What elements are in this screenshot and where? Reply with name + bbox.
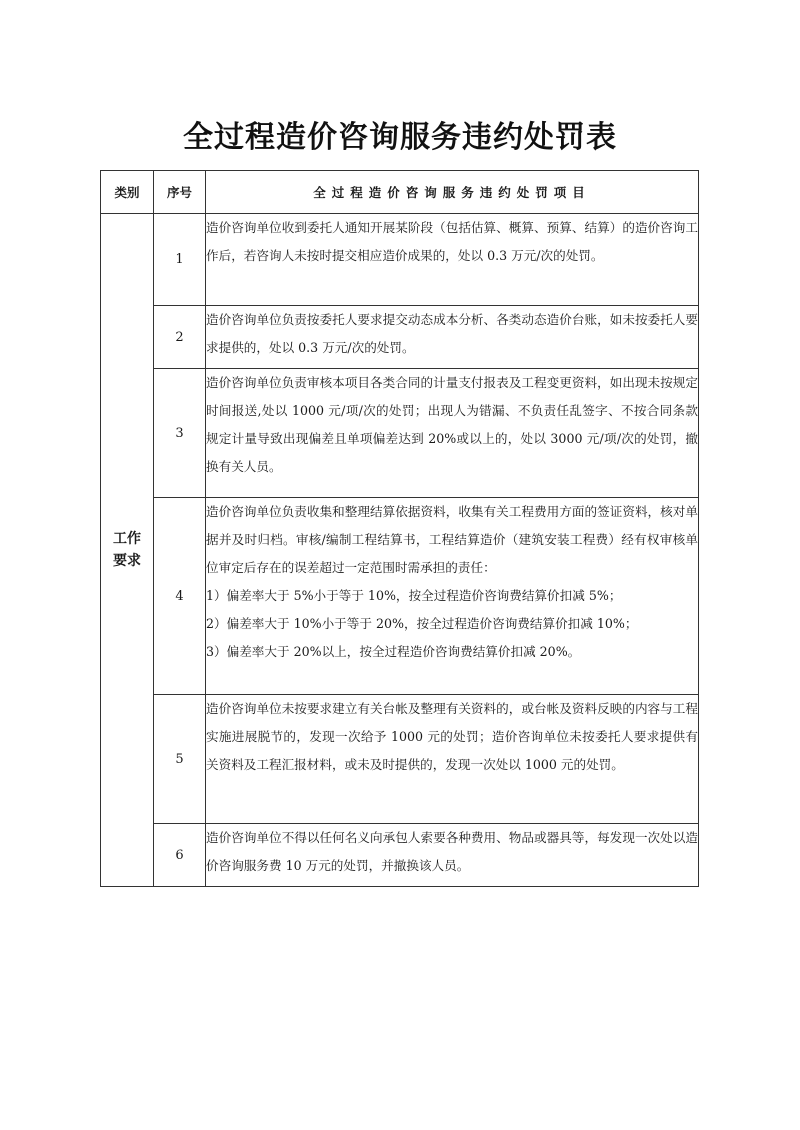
row-text: 造价咨询单位负责收集和整理结算依据资料，收集有关工程费用方面的签证资料，核对单据并及时归档。审核/编制工程结算书，工程结算造价（建筑安装工程费）经有权审核单位审定后存在的误差超过一定范围时需承担的责任： xyxy=(206,504,698,575)
table-row xyxy=(101,498,699,695)
table-row xyxy=(101,824,699,887)
header-items: 全过程造价咨询服务违约处罚项目 xyxy=(206,171,699,214)
category-cell xyxy=(101,214,154,887)
row-text-cell xyxy=(206,498,699,695)
row-text: 造价咨询单位负责按委托人要求提交动态成本分析、各类动态造价台账，如未按委托人要求提供的，处以 0.3 万元/次的处罚。 xyxy=(206,306,699,369)
row-number: 4 xyxy=(154,498,206,695)
row-text: 造价咨询单位不得以任何名义向承包人索要各种费用、物品或器具等，每发现一次处以造价咨询服务费 10 万元的处罚，并撤换该人员。 xyxy=(206,824,699,887)
row-number: 6 xyxy=(154,824,206,887)
row-text: 造价咨询单位未按要求建立有关台帐及整理有关资料的，或台帐及资料反映的内容与工程实施进展脱节的，发现一次给予 1000 元的处罚；造价咨询单位未按委托人要求提供有关资料及工程汇报材料，或未及时提供的，发现一次处以 1000 元的处罚。 xyxy=(206,695,699,824)
row-text: 造价咨询单位收到委托人通知开展某阶段（包括估算、概算、预算、结算）的造价咨询工作后，若咨询人未按时提交相应造价成果的，处以 0.3 万元/次的处罚。 xyxy=(206,214,699,306)
row-number: 2 xyxy=(154,306,206,369)
table-header-row xyxy=(101,171,699,214)
page-title: 全过程造价咨询服务违约处罚表 xyxy=(183,120,617,155)
header-number: 序号 xyxy=(154,171,206,214)
row-text: 造价咨询单位负责审核本项目各类合同的计量支付报表及工程变更资料，如出现未按规定时间报送,处以 1000 元/项/次的处罚；出现人为错漏、不负责任乱签字、不按合同条款规定计量导致出现偏差且单项偏差达到 20%或以上的，处以 3000 元/项/次的处罚，撤换有关人员。 xyxy=(206,369,699,498)
table-row xyxy=(101,369,699,498)
row-number: 3 xyxy=(154,369,206,498)
header-category: 类别 xyxy=(101,171,154,214)
row-number: 5 xyxy=(154,695,206,824)
sub-item: 3）偏差率大于 20%以上，按全过程造价咨询费结算价扣减 20%。 xyxy=(206,644,581,659)
sub-item: 2）偏差率大于 10%小于等于 20%，按全过程造价咨询费结算价扣减 10%； xyxy=(206,616,638,631)
sub-item: 1）偏差率大于 5%小于等于 10%，按全过程造价咨询费结算价扣减 5%； xyxy=(206,588,622,603)
table-row xyxy=(101,695,699,824)
table-row xyxy=(101,306,699,369)
penalty-table xyxy=(100,170,699,887)
category-line-2: 要求 xyxy=(113,553,141,569)
table-row xyxy=(101,214,699,306)
category-line-1: 工作 xyxy=(113,531,141,547)
row-number: 1 xyxy=(154,214,206,306)
